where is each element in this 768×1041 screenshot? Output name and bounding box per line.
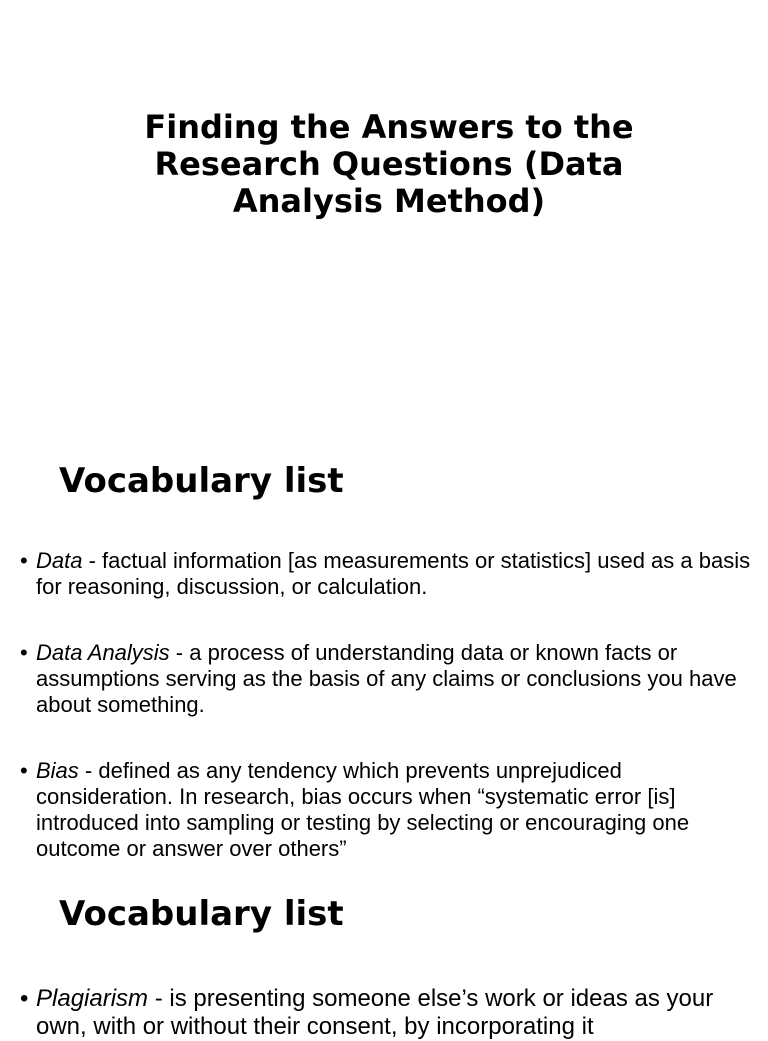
vocab-item-data bbox=[20, 548, 756, 600]
vocab-item-text bbox=[36, 640, 756, 718]
vocab-definition: - factual information [as measurements or statistics] used as a basis for reasoning, discussion, or calculation. bbox=[36, 548, 751, 599]
vocab-term: Data bbox=[36, 548, 83, 573]
vocab-term: Plagiarism bbox=[36, 985, 149, 1012]
vocabulary-heading: Vocabulary list bbox=[59, 461, 344, 501]
vocab-item-plagiarism bbox=[20, 985, 756, 1041]
vocab-item-text bbox=[36, 758, 756, 862]
slide-title: Finding the Answers to the Research Questions (Data Analysis Method) bbox=[144, 108, 634, 220]
vocab-item-bias bbox=[20, 758, 756, 862]
vocab-item-text bbox=[36, 985, 756, 1041]
vocab-item-text bbox=[36, 548, 756, 600]
bullet-icon: • bbox=[20, 640, 28, 665]
vocab-term: Bias bbox=[36, 758, 79, 783]
vocab-term: Data Analysis bbox=[36, 640, 170, 665]
vocab-definition: - defined as any tendency which prevents unprejudiced consideration. In research, bias occurs when “systematic error [is] introduced into sampling or testing by selecting or encouraging one outcome or answer over others” bbox=[36, 758, 690, 861]
title-slide bbox=[0, 0, 768, 420]
vocab-definition: - a process of understanding data or known facts or assumptions serving as the basis of any claims or conclusions you have about something. bbox=[36, 640, 737, 717]
vocab-definition: - is presenting someone else’s work or ideas as your own, with or without their consent, by incorporating it bbox=[36, 985, 714, 1040]
vocabulary-heading: Vocabulary list bbox=[59, 894, 344, 934]
bullet-icon: • bbox=[20, 758, 28, 783]
vocab-item-data-analysis bbox=[20, 640, 756, 718]
bullet-icon: • bbox=[20, 548, 28, 573]
bullet-icon: • bbox=[20, 985, 29, 1012]
